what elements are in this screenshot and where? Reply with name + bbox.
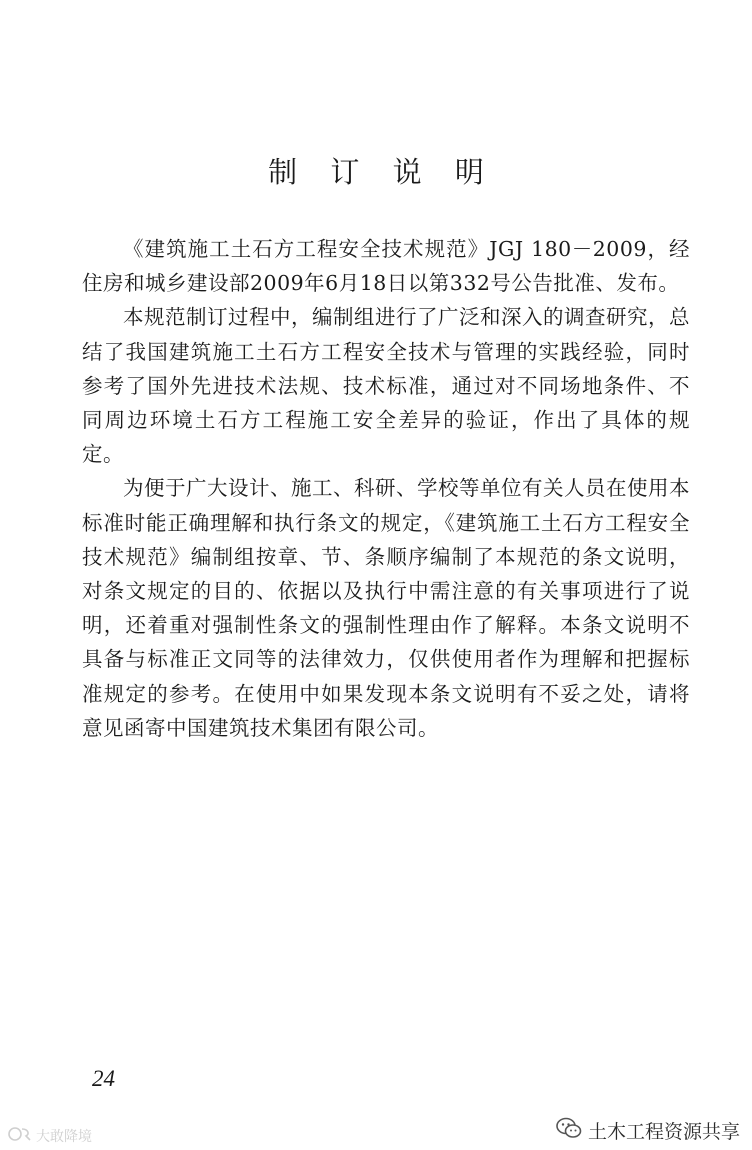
paragraph-2: 本规范制订过程中，编制组进行了广泛和深入的调查研究，总结了我国建筑施工土石方工程安全技术与管理的实践经验，同时参考了国外先进技术法规、技术标准，通过对不同场地条件、不同周边环境土石方工程施工安全差异的验证，作出了具体的规定。: [82, 305, 690, 467]
body-text: [82, 232, 690, 745]
watermark-left-text: 大敢降境: [36, 1129, 92, 1145]
page-title: 制 订 说 明: [268, 155, 496, 189]
wechat-icon: [556, 1117, 582, 1144]
watermark-left: [8, 1126, 92, 1146]
page-number: 24: [92, 1066, 115, 1091]
watermark-right-text: 土木工程资源共享: [588, 1121, 741, 1143]
watermark-right: [556, 1117, 740, 1144]
paragraph-3: 为便于广大设计、施工、科研、学校等单位有关人员在使用本标准时能正确理解和执行条文的规定，《建筑施工土石方工程安全技术规范》编制组按章、节、条顺序编制了本规范的条文说明，对条文规定的目的、依据以及执行中需注意的有关事项进行了说明，还着重对强制性条文的强制性理由作了解释。本条文说明不具备与标准正文同等的法律效力，仅供使用者作为理解和把握标准规定的参考。在使用中如果发现本条文说明有不妥之处，请将意见函寄中国建筑技术集团有限公司。: [82, 476, 690, 740]
paragraph-1: 《建筑施工土石方工程安全技术规范》JGJ 180－2009，经住房和城乡建设部2009年6月18日以第332号公告批准、发布。: [82, 237, 690, 296]
rl-logo-icon: [8, 1126, 32, 1146]
